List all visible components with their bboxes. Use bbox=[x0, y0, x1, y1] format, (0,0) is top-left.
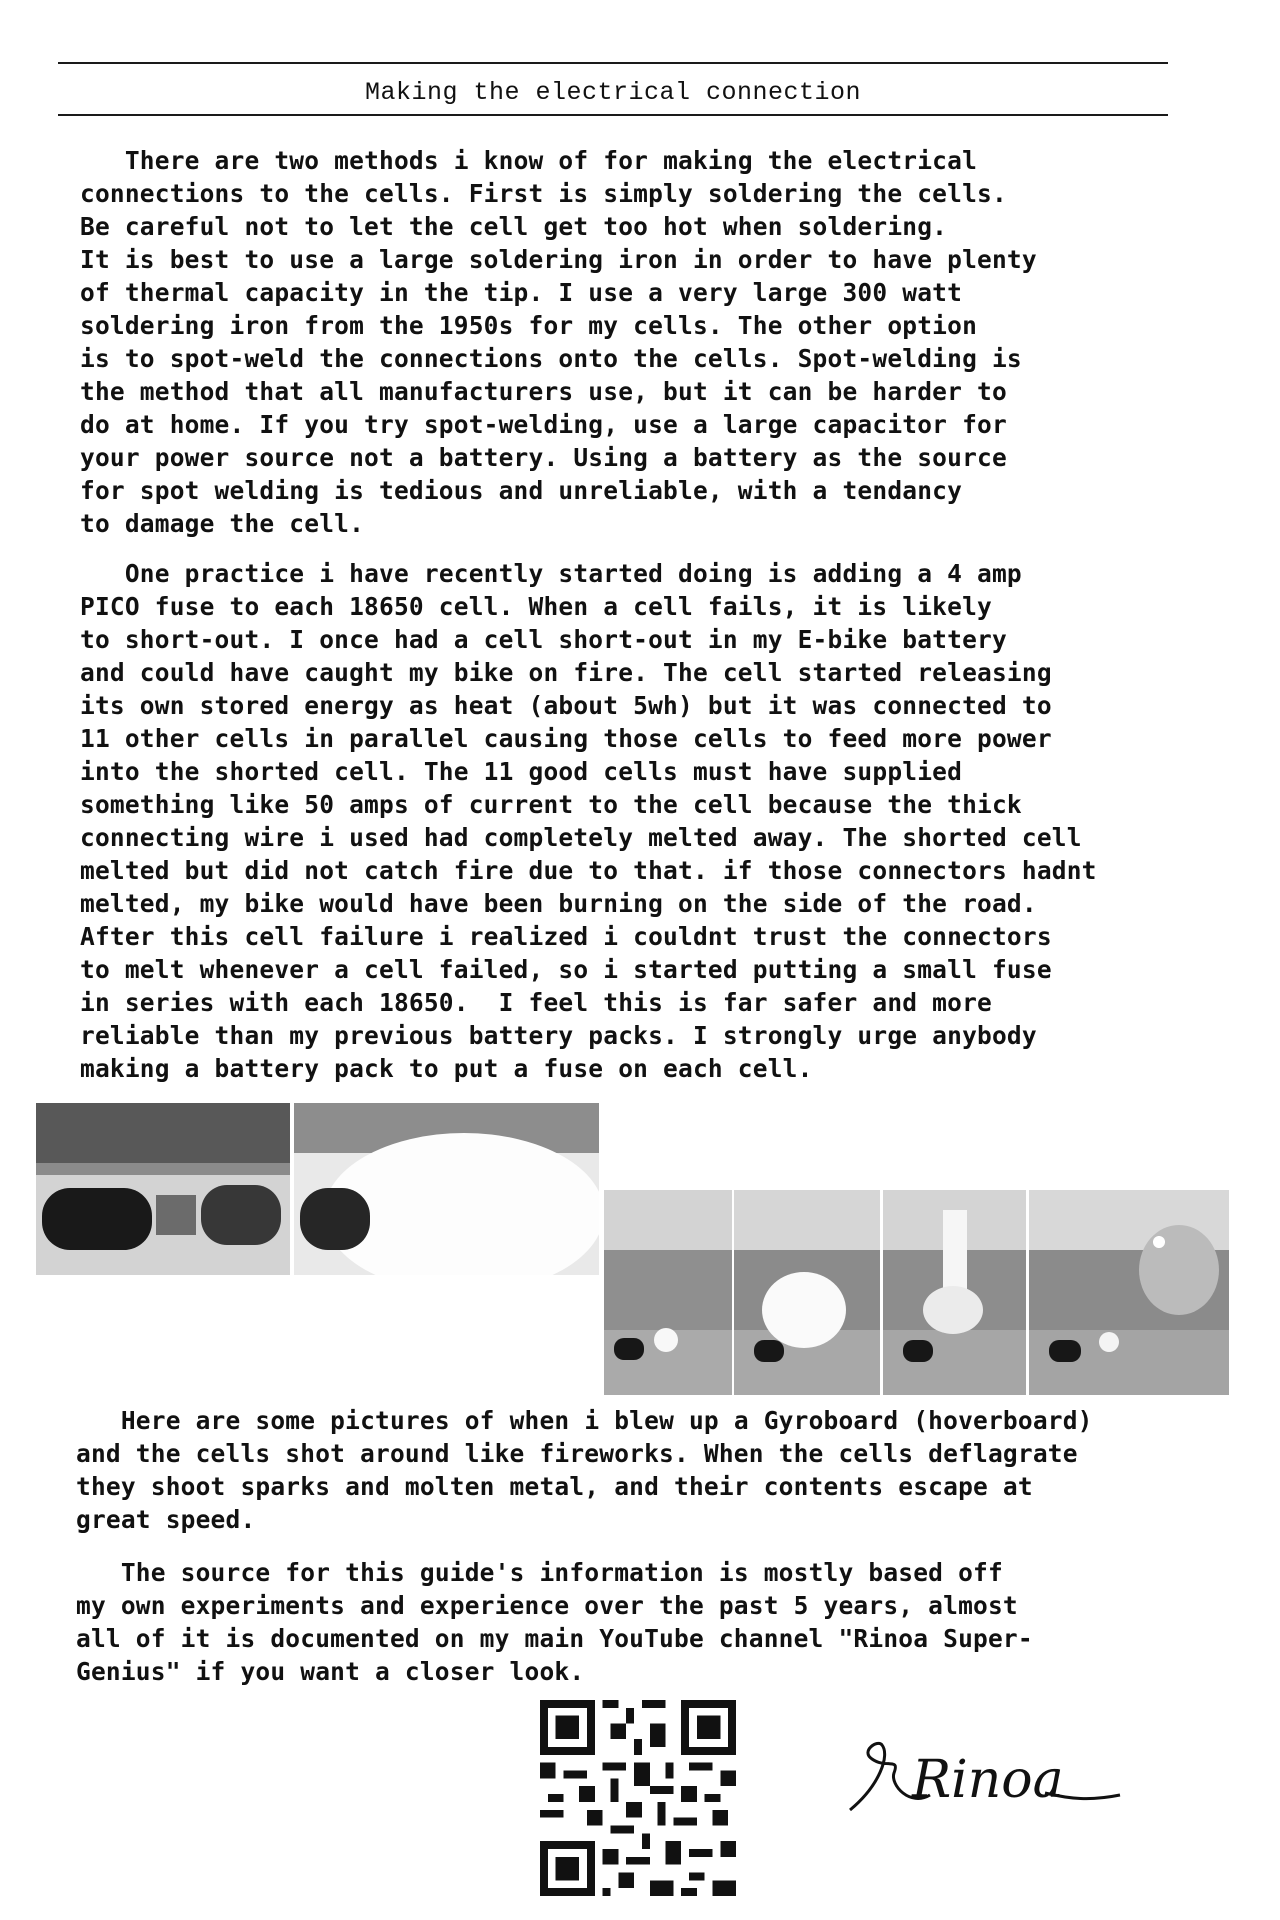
signature-text: Rinoa bbox=[912, 1750, 1064, 1810]
paragraph-soldering: There are two methods i know of for making the electrical connections to the cells. First is simply soldering the cells. Be careful not to let the cell get too hot when soldering. It is best to use a large soldering iron in order to have plenty of thermal capacity in the tip. I use a very large 300 watt soldering iron from the 1950s for my cells. The other option is to spot-weld the connections onto the cells. Spot-welding is the method that all manufacturers use, but it can be harder to do at home. If you try spot-welding, use a large capacitor for your power source not a battery. Using a battery as the source for spot welding is tedious and unreliable, with a tendancy to damage the cell. bbox=[80, 146, 1037, 538]
photo-frame-2 bbox=[734, 1190, 880, 1395]
page-title: Making the electrical connection bbox=[364, 78, 862, 107]
signature bbox=[820, 1715, 1140, 1835]
title-underline bbox=[58, 114, 1168, 116]
top-rule bbox=[58, 62, 1168, 64]
paragraph-fuse: One practice i have recently started doing is adding a 4 amp PICO fuse to each 18650 cell. When a cell fails, it is likely to short-out. I once had a cell short-out in my E-bike battery and could have caught my bike on fire. The cell started releasing its own stored energy as heat (about 5wh) but it was connected to 11 other cells in parallel causing those cells to feed more power into the shorted cell. The 11 good cells must have supplied something like 50 amps of current to the cell because the thick connecting wire i used had completely melted away. The shorted cell melted but did not catch fire due to that. if those connectors hadnt melted, my bike would have been burning on the side of the road. After this cell failure i realized i couldnt trust the connectors to melt whenever a cell failed, so i started putting a small fuse in series with each 18650. I feel this is far safer and more reliable than my previous battery packs. I strongly urge anybody making a battery pack to put a fuse on each cell. bbox=[80, 559, 1097, 1083]
qr-code bbox=[540, 1700, 736, 1896]
paragraph-pictures: Here are some pictures of when i blew up a Gyroboard (hoverboard) and the cells shot around like fireworks. When the cells deflagrate they shoot sparks and molten metal, and their contents escape at great speed. bbox=[76, 1406, 1093, 1534]
photo-frame-1 bbox=[604, 1190, 732, 1395]
photo-frame-3 bbox=[883, 1190, 1026, 1395]
photo-frame-4 bbox=[1029, 1190, 1229, 1395]
photo-hoverboard-intact bbox=[36, 1103, 290, 1275]
paragraph-source: The source for this guide's information is mostly based off my own experiments and experience over the past 5 years, almost all of it is documented on my main YouTube channel "Rinoa Super- Genius" if you want a closer look. bbox=[76, 1558, 1033, 1686]
photo-hoverboard-burst bbox=[294, 1103, 599, 1275]
